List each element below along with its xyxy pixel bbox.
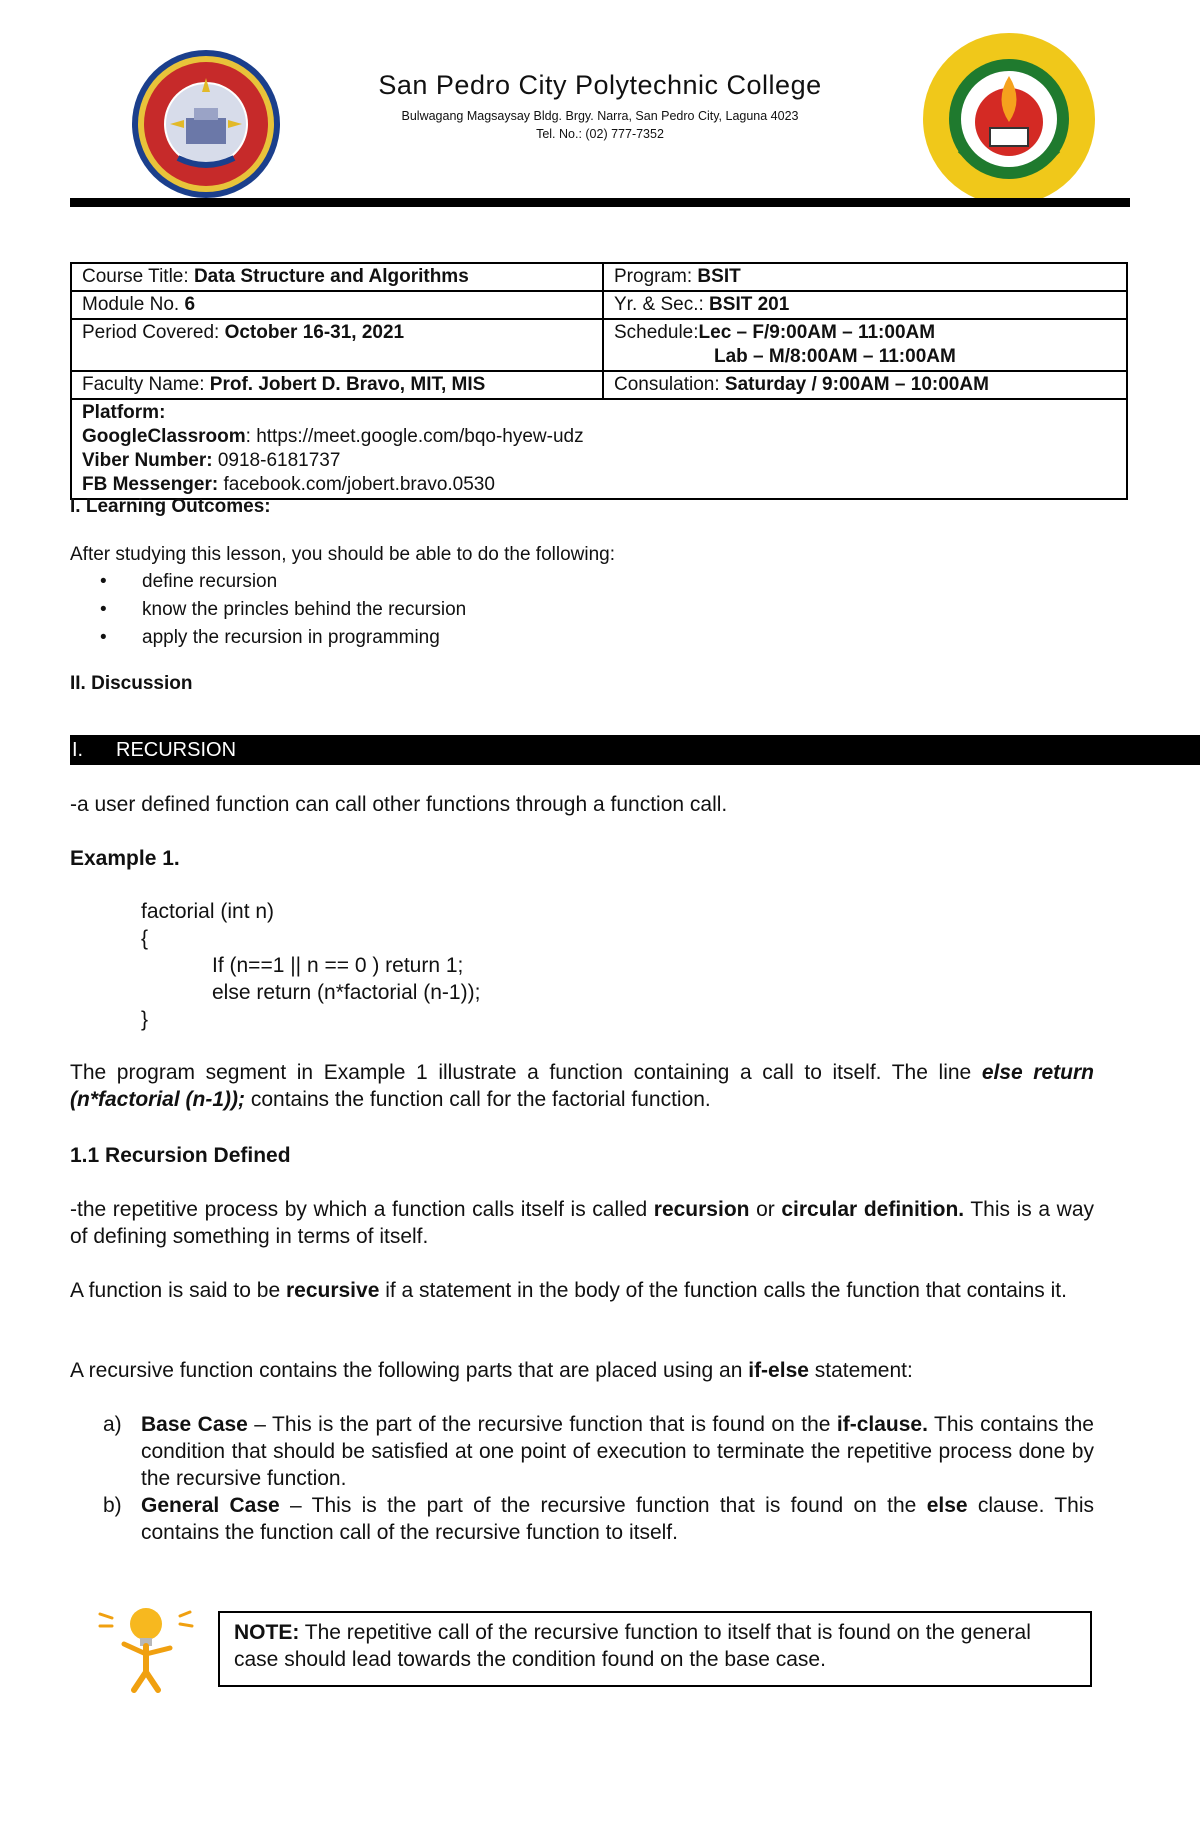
college-header [300,70,900,141]
recursion-definition: -the repetitive process by which a function calls itself is called recursion or circular definition. This is a way of defining something in terms of itself. [70,1198,1094,1248]
yr-sec: BSIT 201 [709,294,790,315]
list-item: • know the princles behind the recursion [100,599,467,620]
yr-sec-cell: Yr. & Sec.: BSIT 201 [603,291,1127,319]
faculty-name: Prof. Jobert D. Bravo, MIT, MIS [209,374,486,395]
period-cell: Period Covered: October 16-31, 2021 [71,319,603,371]
recursion-intro: -a user defined function can call other functions through a function call. [70,793,728,816]
note-box [218,1611,1092,1687]
fb-messenger-link[interactable]: facebook.com/jobert.bravo.0530 [218,474,495,495]
consultation-time: Saturday / 9:00AM – 10:00AM [724,374,989,395]
code-example [141,898,480,1033]
city-seal-logo [130,48,282,200]
discussion-heading: II. Discussion [70,673,193,694]
base-case-item: a) Base Case – This is the part of the recursive function that is found on the if-clause. This contains the condition that should be satisfied at one point of execution to terminate the repetitive process done by the recursive function. [103,1413,1094,1490]
code-line: If (n==1 || n == 0 ) return 1; [212,954,464,977]
course-title: Data Structure and Algorithms [193,266,469,287]
program: BSIT [697,266,741,287]
course-title-cell: Course Title: Data Structure and Algorithms [71,263,603,291]
course-info-table [70,262,1128,500]
section-title-bar: I. RECURSION [70,735,1200,765]
faculty-cell: Faculty Name: Prof. Jobert D. Bravo, MIT, MIS [71,371,603,399]
outcomes-list [100,568,466,652]
college-seal-logo [920,30,1098,208]
college-telephone: Tel. No.: (02) 777-7352 [536,127,664,141]
recursive-definition: A function is said to be recursive if a statement in the body of the function calls the function that contains it. [70,1279,1067,1302]
example-explanation: The program segment in Example 1 illustrate a function containing a call to itself. The line else return (n*factorial (n-1)); contains the function call for the factorial function. [70,1061,1094,1111]
module-number: 6 [184,294,196,315]
platform-cell: Platform: GoogleClassroom: https://meet.google.com/bqo-hyew-udz Viber Number: 0918-6181737 FB Messenger: facebook.com/jobert.bravo.0530 [71,399,1127,499]
code-line: { [141,927,149,950]
period-covered: October 16-31, 2021 [224,322,405,343]
section-title: RECURSION [116,739,237,761]
code-line: else return (n*factorial (n-1)); [212,981,481,1004]
schedule-lab: Lab – M/8:00AM – 11:00AM [714,346,956,367]
college-address: Bulwagang Magsaysay Bldg. Brgy. Narra, San Pedro City, Laguna 4023 [401,109,799,123]
schedule-cell: Schedule:Lec – F/9:00AM – 11:00AM Lab – M/8:00AM – 11:00AM [603,319,1127,371]
note-text: The repetitive call of the recursive function to itself that is found on the general case should lead towards the condition found on the base case. [234,1621,1031,1671]
lightbulb-mascot-icon [96,1604,196,1694]
list-item: • apply the recursion in programming [100,627,440,648]
example-label: Example 1. [70,847,180,870]
college-name: San Pedro City Polytechnic College [378,70,822,100]
platform-label: Platform: [82,402,166,423]
header-divider [70,198,1130,207]
parts-intro: A recursive function contains the following parts that are placed using an if-else statement: [70,1359,913,1382]
outcomes-intro: After studying this lesson, you should be able to do the following: [70,544,616,565]
list-item: • define recursion [100,571,278,592]
program-cell: Program: BSIT [603,263,1127,291]
module-cell: Module No. 6 [71,291,603,319]
general-case-item: b) General Case – This is the part of the recursive function that is found on the else clause. This contains the function call of the recursive function to itself. [103,1494,1095,1544]
schedule-lec: Lec – F/9:00AM – 11:00AM [698,322,936,343]
viber-number: 0918-6181737 [212,450,341,471]
code-line: factorial (int n) [141,900,275,923]
consultation-cell: Consulation: Saturday / 9:00AM – 10:00AM [603,371,1127,399]
recursion-defined-heading: 1.1 Recursion Defined [70,1144,291,1167]
google-classroom-link[interactable]: : https://meet.google.com/bqo-hyew-udz [245,426,584,447]
learning-outcomes-heading: I. Learning Outcomes: [70,496,271,517]
note-label: NOTE: [234,1621,300,1644]
code-line: } [141,1008,149,1031]
